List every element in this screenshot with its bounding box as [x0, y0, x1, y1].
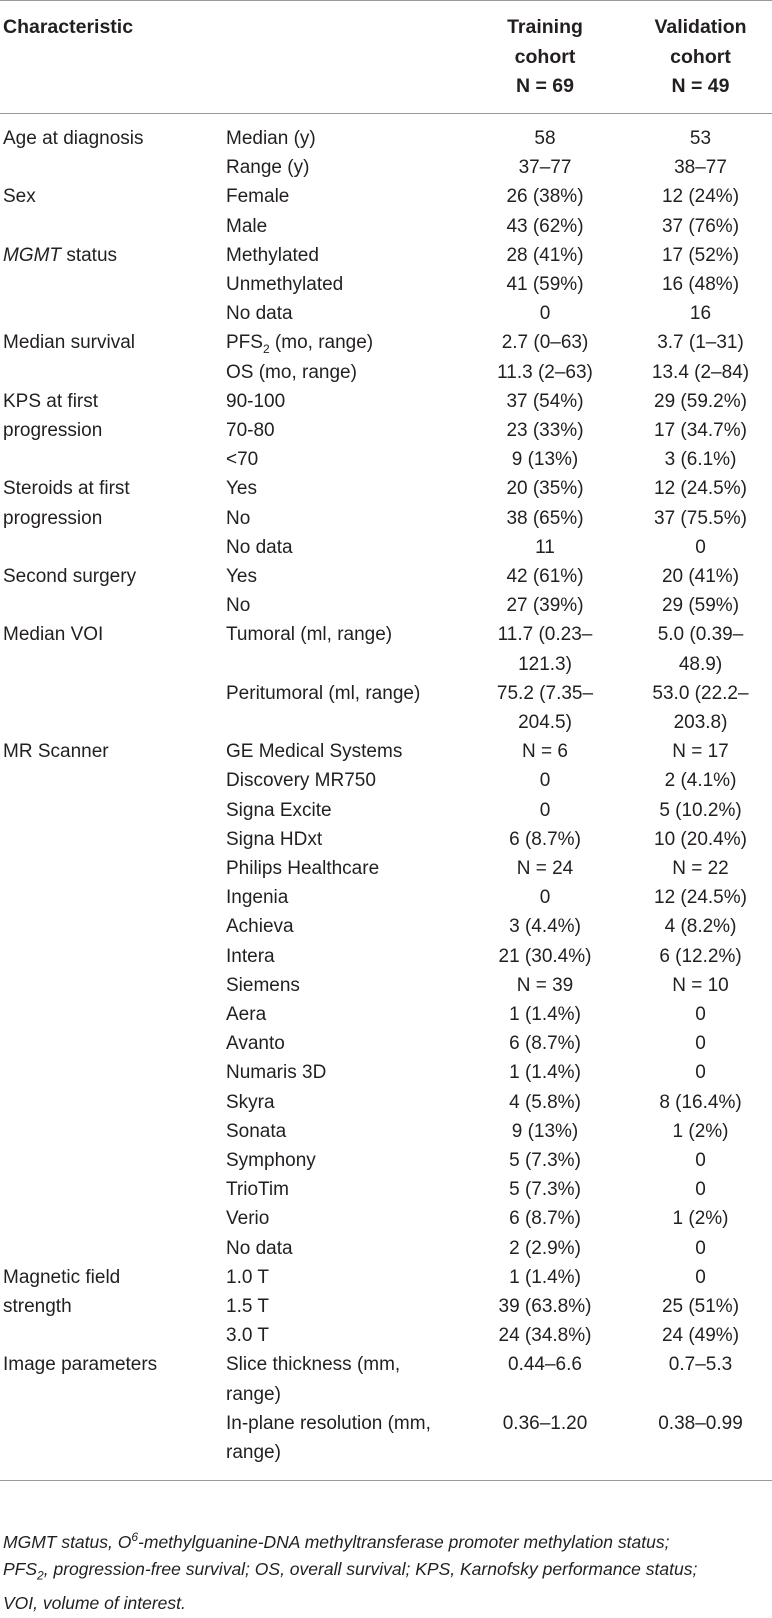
row-label: Male	[226, 215, 268, 237]
row-group-label: KPS at first	[3, 390, 99, 412]
row-label: GE Medical Systems	[226, 741, 403, 763]
row-training-value: 42 (61%)	[506, 566, 584, 587]
row-label: In-plane resolution (mm,	[226, 1412, 431, 1434]
footnote-pfs-sub: 2	[37, 1568, 44, 1583]
row-label: Yes	[226, 566, 257, 587]
row-validation-value: 0	[695, 1237, 706, 1259]
row-validation-value: 6 (12.2%)	[659, 945, 742, 967]
row-training-value: 23 (33%)	[506, 420, 584, 441]
header-validation-line1: Validation	[654, 16, 747, 38]
row-label: 70-80	[226, 420, 275, 441]
row-training-value: 75.2 (7.35–	[496, 682, 594, 704]
row-training-value: 6 (8.7%)	[509, 828, 581, 850]
row-label: Numaris 3D	[226, 1062, 327, 1084]
row-label: range)	[226, 1442, 281, 1463]
row-training-value: N = 24	[516, 858, 574, 879]
row-label: TrioTim	[226, 1179, 289, 1201]
header-training-line3: N = 69	[516, 75, 574, 97]
row-validation-value: 38–77	[674, 157, 727, 179]
row-label: Discovery MR750	[226, 770, 376, 792]
row-label: Tumoral (ml, range)	[226, 624, 393, 646]
row-validation-value: 2 (4.1%)	[664, 770, 737, 792]
row-label: Methylated	[226, 244, 319, 266]
row-training-value: 0	[539, 799, 551, 821]
row-training-value: 0	[539, 770, 551, 792]
row-group-label: Age at diagnosis	[3, 128, 144, 149]
row-label: Female	[226, 186, 290, 208]
row-validation-value: 0	[695, 536, 706, 558]
row-validation-value: N = 22	[672, 858, 729, 879]
footnote	[3, 1524, 771, 1618]
row-validation-value: 25 (51%)	[661, 1296, 740, 1317]
row-validation-value: 8 (16.4%)	[659, 1091, 742, 1113]
row-validation-value: 0.7–5.3	[668, 1354, 733, 1376]
footnote-mgmt-rest: -methylguanine-DNA methyltransferase promoter methylation status;	[138, 1531, 670, 1552]
footnote-pfs-rest: , progression-free survival; OS, overall survival; KPS, Karnofsky performance status;	[43, 1559, 698, 1580]
row-label: Ingenia	[226, 887, 289, 909]
header-training	[455, 13, 635, 102]
row-training-value: 5 (7.3%)	[509, 1150, 581, 1171]
header-rule	[0, 113, 772, 114]
row-label: Yes	[226, 478, 257, 500]
row-training-value: 1 (1.4%)	[509, 1004, 581, 1025]
row-label: Verio	[226, 1208, 270, 1230]
row-training-value: 0.36–1.20	[502, 1412, 588, 1434]
row-label: OS (mo, range)	[226, 361, 357, 383]
row-label: Slice thickness (mm,	[226, 1354, 401, 1376]
row-label: range)	[226, 1383, 281, 1405]
row-label: Range (y)	[226, 157, 310, 179]
row-label: No data	[226, 1237, 293, 1259]
row-training-value: 28 (41%)	[506, 244, 584, 266]
row-validation-value: 37 (76%)	[661, 215, 740, 237]
row-label: Symphony	[226, 1150, 316, 1171]
row-training-value: 38 (65%)	[506, 507, 584, 529]
row-training-value: 3 (4.4%)	[509, 916, 581, 938]
row-validation-value: 203.8)	[673, 712, 728, 733]
row-training-value: 2 (2.9%)	[509, 1237, 581, 1259]
row-validation-value: 16 (48%)	[661, 274, 740, 295]
row-training-value: 0	[539, 887, 551, 909]
row-training-value: 26 (38%)	[506, 186, 584, 208]
header-validation	[618, 13, 772, 102]
row-label: Median (y)	[226, 128, 316, 149]
row-group-label: progression	[3, 420, 103, 441]
row-training-value: 11.7 (0.23–	[497, 624, 593, 646]
row-label: Peritumoral (ml, range)	[226, 682, 421, 704]
row-label: 1.5 T	[226, 1296, 269, 1317]
row-label-sub: 2	[262, 342, 270, 357]
row-label: Signa HDxt	[226, 828, 323, 850]
row-training-value: 11	[535, 536, 555, 558]
row-label: 3.0 T	[226, 1325, 269, 1347]
row-group-label: Sex	[3, 186, 36, 208]
row-validation-value: 1 (2%)	[672, 1120, 729, 1142]
row-validation-value: 4 (8.2%)	[664, 916, 737, 938]
row-validation-value: 0	[695, 1062, 706, 1084]
footnote-mgmt-lead: MGMT status, O	[3, 1531, 132, 1552]
row-label: Avanto	[226, 1033, 285, 1055]
row-group-label: Steroids at first	[3, 478, 130, 500]
row-group-label: strength	[3, 1296, 72, 1317]
row-validation-value: 17 (52%)	[661, 244, 740, 266]
row-validation-value: 0	[695, 1033, 706, 1055]
row-label: 90-100	[226, 390, 286, 412]
row-group-label: progression	[3, 507, 103, 529]
row-validation-value: N = 10	[672, 974, 729, 996]
row-training-value: 4 (5.8%)	[509, 1091, 581, 1113]
row-validation-value: 0.38–0.99	[658, 1412, 743, 1434]
row-label: No data	[226, 536, 293, 558]
row-training-value: 21 (30.4%)	[498, 945, 592, 967]
footnote-mgmt-sup: 6	[131, 1530, 139, 1544]
row-group-label: Image parameters	[3, 1354, 158, 1376]
table-top-rule	[0, 0, 772, 1]
row-training-value: 41 (59%)	[506, 274, 584, 295]
row-training-value: 11.3 (2–63)	[497, 361, 593, 383]
row-training-value: N = 6	[522, 741, 568, 763]
row-validation-value: 3 (6.1%)	[664, 449, 737, 471]
row-label-lead: PFS	[226, 332, 263, 354]
row-training-value: 43 (62%)	[506, 215, 584, 237]
row-validation-value: 29 (59%)	[661, 595, 740, 617]
row-validation-value: 3.7 (1–31)	[657, 332, 744, 354]
row-label: Sonata	[226, 1120, 287, 1142]
row-validation-value: 17 (34.7%)	[654, 420, 747, 441]
row-training-value: 2.7 (0–63)	[501, 332, 589, 354]
row-label: Siemens	[226, 974, 300, 996]
row-validation-value: 0	[695, 1150, 706, 1171]
row-training-value: 5 (7.3%)	[509, 1179, 581, 1201]
row-validation-value: 53.0 (22.2–	[652, 682, 749, 704]
footnote-line-2	[3, 1556, 771, 1590]
row-validation-value: 20 (41%)	[661, 566, 740, 587]
row-training-value: 37–77	[518, 157, 572, 179]
row-label: No	[226, 595, 251, 617]
row-training-value: N = 39	[516, 974, 574, 996]
row-validation-value: 10 (20.4%)	[654, 828, 747, 850]
footnote-line-3: VOI, volume of interest.	[3, 1593, 186, 1614]
row-training-value: 24 (34.8%)	[498, 1325, 592, 1347]
row-label: Aera	[226, 1004, 267, 1025]
row-validation-value: 5 (10.2%)	[659, 799, 742, 821]
row-training-value: 1 (1.4%)	[509, 1062, 581, 1084]
header-training-line2: cohort	[514, 45, 576, 68]
row-validation-value: 48.9)	[678, 653, 723, 675]
row-validation-value: 13.4 (2–84)	[651, 361, 750, 383]
row-group-label: Magnetic field	[3, 1266, 121, 1288]
row-validation-value: 1 (2%)	[672, 1208, 729, 1230]
row-group-italic: MGMT	[3, 244, 62, 266]
row-training-value: 6 (8.7%)	[509, 1208, 581, 1230]
row-training-value: 37 (54%)	[506, 390, 584, 412]
table-bottom-rule	[0, 1480, 772, 1481]
row-label: No	[226, 507, 251, 529]
row-validation-value: N = 17	[672, 741, 729, 763]
row-label: Skyra	[226, 1091, 275, 1113]
row-validation-value: 5.0 (0.39–	[657, 624, 744, 646]
row-training-value: 9 (13%)	[511, 1120, 579, 1142]
row-training-value: 6 (8.7%)	[509, 1033, 581, 1055]
row-training-value: 39 (63.8%)	[498, 1296, 592, 1317]
row-validation-value: 0	[695, 1266, 706, 1288]
footnote-line-1	[3, 1524, 771, 1556]
row-group-label: MR Scanner	[3, 741, 109, 763]
row-group-label: Second surgery	[3, 566, 137, 587]
row-label: Intera	[226, 945, 275, 967]
row-label: Signa Excite	[226, 799, 332, 821]
row-validation-value: 0	[695, 1179, 706, 1201]
row-label-rest: (mo, range)	[269, 332, 374, 354]
row-label: <70	[226, 449, 259, 471]
row-label: 1.0 T	[226, 1266, 269, 1288]
row-group-label	[3, 241, 117, 271]
row-validation-value: 24 (49%)	[661, 1325, 740, 1347]
row-label: Achieva	[226, 916, 294, 938]
row-training-value: 58	[534, 128, 556, 149]
row-validation-value: 12 (24.5%)	[654, 887, 747, 909]
row-training-value: 1 (1.4%)	[509, 1266, 581, 1288]
row-validation-value: 29 (59.2%)	[654, 390, 747, 412]
row-label: Philips Healthcare	[226, 858, 380, 879]
row-training-value: 0.44–6.6	[508, 1354, 582, 1376]
row-group-suffix: status	[61, 244, 118, 266]
row-group-label: Median VOI	[3, 624, 104, 646]
row-validation-value: 16	[689, 303, 712, 325]
row-validation-value: 53	[689, 128, 712, 149]
header-validation-line2: cohort	[670, 45, 731, 68]
row-validation-value: 12 (24.5%)	[654, 478, 747, 500]
row-validation-value: 37 (75.5%)	[654, 507, 747, 529]
row-training-value: 0	[539, 303, 551, 325]
row-label: No data	[226, 303, 293, 325]
row-training-value: 20 (35%)	[506, 478, 584, 500]
row-training-value: 121.3)	[518, 653, 572, 675]
footnote-pfs-lead: PFS	[3, 1559, 38, 1580]
row-training-value: 204.5)	[518, 712, 572, 733]
row-validation-value: 12 (24%)	[661, 186, 740, 208]
row-training-value: 9 (13%)	[511, 449, 579, 471]
row-group-label: Median survival	[3, 332, 135, 354]
header-characteristic: Characteristic	[3, 16, 134, 38]
header-validation-line3: N = 49	[671, 75, 730, 97]
row-training-value: 27 (39%)	[506, 595, 584, 617]
row-label: Unmethylated	[226, 274, 344, 295]
header-training-line1: Training	[507, 16, 583, 38]
row-validation-value: 0	[695, 1004, 706, 1025]
